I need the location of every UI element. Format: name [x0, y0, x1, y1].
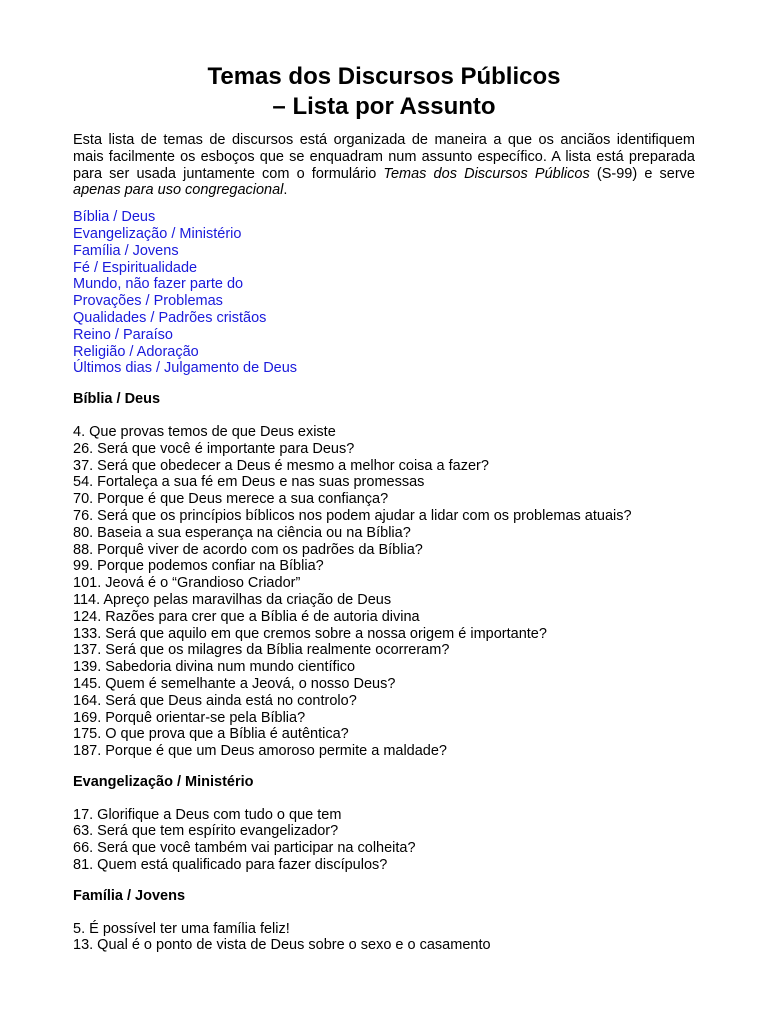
- talk-item: 70. Porque é que Deus merece a sua confiança?: [73, 491, 389, 508]
- toc-link-reino[interactable]: Reino / Paraíso: [73, 326, 173, 343]
- intro-text-3: .: [283, 182, 288, 199]
- talk-item: 63. Será que tem espírito evangelizador?: [73, 823, 339, 840]
- toc-link-ultimos-dias[interactable]: Últimos dias / Julgamento de Deus: [73, 360, 298, 377]
- talk-item: 81. Quem está qualificado para fazer discípulos?: [73, 857, 388, 874]
- page-title: [73, 62, 695, 122]
- intro-paragraph: [73, 132, 695, 199]
- toc-link-mundo[interactable]: Mundo, não fazer parte do: [73, 276, 244, 293]
- talk-item: 187. Porque é que um Deus amoroso permite a maldade?: [73, 743, 447, 760]
- talk-list-evangelizacao: [73, 807, 695, 874]
- talk-list-biblia-deus: [73, 424, 695, 760]
- title-line-1: Temas dos Discursos Públicos: [207, 63, 561, 90]
- talk-item: 26. Será que você é importante para Deus?: [73, 440, 355, 457]
- talk-item: 4. Que provas temos de que Deus existe: [73, 423, 336, 440]
- title-line-2: – Lista por Assunto: [272, 93, 496, 120]
- talk-item: 99. Porque podemos confiar na Bíblia?: [73, 558, 324, 575]
- section-heading-familia: Família / Jovens: [73, 887, 186, 904]
- toc-link-fe[interactable]: Fé / Espiritualidade: [73, 259, 198, 276]
- document-page: [73, 62, 695, 954]
- talk-item: 114. Apreço pelas maravilhas da criação de Deus: [73, 591, 392, 608]
- talk-item: 164. Será que Deus ainda está no controlo?: [73, 692, 357, 709]
- talk-item: 145. Quem é semelhante a Jeová, o nosso Deus?: [73, 675, 396, 692]
- toc-link-religiao[interactable]: Religião / Adoração: [73, 343, 199, 360]
- talk-item: 80. Baseia a sua esperança na ciência ou na Bíblia?: [73, 524, 411, 541]
- talk-item: 139. Sabedoria divina num mundo científico: [73, 659, 356, 676]
- toc-link-qualidades[interactable]: Qualidades / Padrões cristãos: [73, 309, 267, 326]
- talk-item: 101. Jeová é o “Grandioso Criador”: [73, 575, 301, 592]
- intro-text-1: Esta lista de temas de discursos está organizada de maneira a que os anciãos identifiquem mais facilmente os esboços que se enquadram num assunto específico. A lista está preparada para ser usada juntamente com o formulário: [73, 132, 695, 182]
- toc-link-evangelizacao[interactable]: Evangelização / Ministério: [73, 225, 242, 242]
- toc-link-biblia-deus[interactable]: Bíblia / Deus: [73, 209, 156, 226]
- talk-item: 175. O que prova que a Bíblia é autêntica?: [73, 726, 349, 743]
- section-heading-evangelizacao: Evangelização / Ministério: [73, 773, 254, 790]
- talk-item: 13. Qual é o ponto de vista de Deus sobre o sexo e o casamento: [73, 937, 491, 954]
- talk-item: 5. É possível ter uma família feliz!: [73, 920, 290, 937]
- talk-item: 137. Será que os milagres da Bíblia realmente ocorreram?: [73, 642, 450, 659]
- talk-item: 66. Será que você também vai participar na colheita?: [73, 840, 416, 857]
- intro-form-title: Temas dos Discursos Públicos: [383, 165, 590, 182]
- talk-item: 54. Fortaleça a sua fé em Deus e nas suas promessas: [73, 474, 425, 491]
- talk-item: 17. Glorifique a Deus com tudo o que tem: [73, 806, 342, 823]
- toc-link-familia[interactable]: Família / Jovens: [73, 242, 179, 259]
- topic-index: [73, 209, 695, 377]
- talk-item: 37. Será que obedecer a Deus é mesmo a melhor coisa a fazer?: [73, 457, 489, 474]
- talk-item: 124. Razões para crer que a Bíblia é de autoria divina: [73, 608, 420, 625]
- talk-item: 76. Será que os princípios bíblicos nos podem ajudar a lidar com os problemas atuais?: [73, 507, 632, 524]
- intro-usage-note: apenas para uso congregacional: [73, 182, 284, 199]
- toc-link-provacoes[interactable]: Provações / Problemas: [73, 293, 223, 310]
- talk-list-familia: [73, 921, 695, 955]
- talk-item: 88. Porquê viver de acordo com os padrões da Bíblia?: [73, 541, 423, 558]
- talk-item: 169. Porquê orientar-se pela Bíblia?: [73, 709, 306, 726]
- talk-item: 133. Será que aquilo em que cremos sobre a nossa origem é importante?: [73, 625, 547, 642]
- intro-text-2: (S-99) e serve: [589, 165, 695, 182]
- section-heading-biblia-deus: Bíblia / Deus: [73, 391, 161, 408]
